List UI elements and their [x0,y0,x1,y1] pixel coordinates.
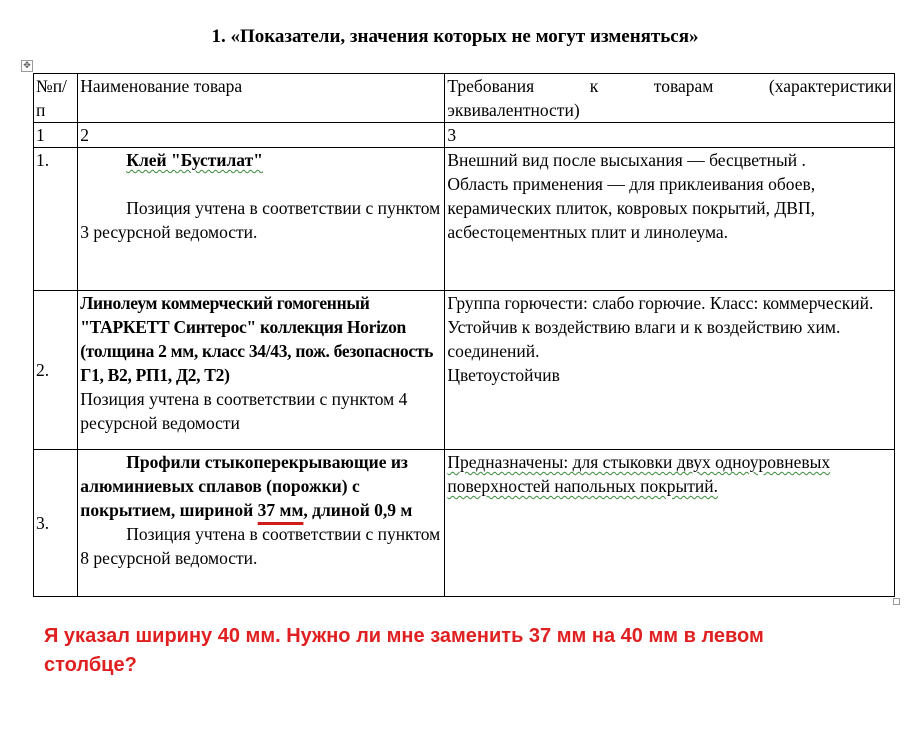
item-name: Линолеум коммерческий гомогенный "ТАРКЕТТ Синтерос" коллекция Horizon (толщина 2 мм, класс 34/43, пож. безопасность Г1, В2, РП1, Д2, Т2) [80,293,434,385]
question-text: Я указал ширину 40 мм. Нужно ли мне заменить 37 мм на 40 мм в левом столбце? [44,625,764,676]
index-cell: 3 [445,123,895,148]
requirement-line: Область применения — для приклеивания обоев, керамических плиток, ковровых покрытий, ДВП, асбестоцементных плит и линолеума. [447,174,816,242]
row-requirements-cell [445,291,895,450]
row-num: 1. [34,148,78,291]
table-row [34,291,895,450]
table-row [34,450,895,597]
item-position: Позиция учтена в соответствии с пунктом 8 ресурсной ведомости. [80,524,441,568]
item-name: Клей "Бустилат" [126,150,263,170]
header-req-line1: Требования к товарам (характеристики [447,76,892,96]
requirements-table [33,73,895,597]
row-num: 2. [34,291,78,450]
row-name-cell [78,450,445,597]
requirement-line: Устойчив к воздействию влаги и к воздействию хим. соединений. [447,317,841,361]
header-req-line2: эквивалентности) [447,100,580,120]
index-cell: 1 [34,123,78,148]
row-name-cell [78,148,445,291]
requirement-line: Внешний вид после высыхания — бесцветный . [447,150,806,170]
item-position: Позиция учтена в соответствии с пунктом 4 ресурсной ведомости [80,389,408,433]
table-index-row [34,123,895,148]
header-requirements [445,74,895,123]
table-header-row [34,74,895,123]
header-num: №п/п [34,74,78,123]
item-name: Профили стыкоперекрывающие из алюминиевых сплавов (порожки) с покрытием, шириной 37 мм, длиной 0,9 м [80,452,413,520]
width-annotation-highlight: 37 мм [257,500,304,520]
row-num: 3. [34,450,78,597]
section-title: 1. «Показатели, значения которых не могут изменяться» [211,26,699,47]
header-name: Наименование товара [78,74,445,123]
row-name-cell [78,291,445,450]
table-row [34,148,895,291]
table-resize-handle[interactable] [893,598,900,605]
requirement-line: Предназначены: для стыковки двух одноуровневых поверхностей напольных покрытий. [447,452,831,496]
index-cell: 2 [78,123,445,148]
requirement-line: Цветоустойчив [447,365,560,385]
requirement-line: Группа горючести: слабо горючие. Класс: коммерческий. [447,293,874,313]
item-position: Позиция учтена в соответствии с пунктом 3 ресурсной ведомости. [80,198,441,242]
row-requirements-cell [445,450,895,597]
table-move-handle-icon[interactable]: ✥ [21,60,33,72]
row-requirements-cell [445,148,895,291]
